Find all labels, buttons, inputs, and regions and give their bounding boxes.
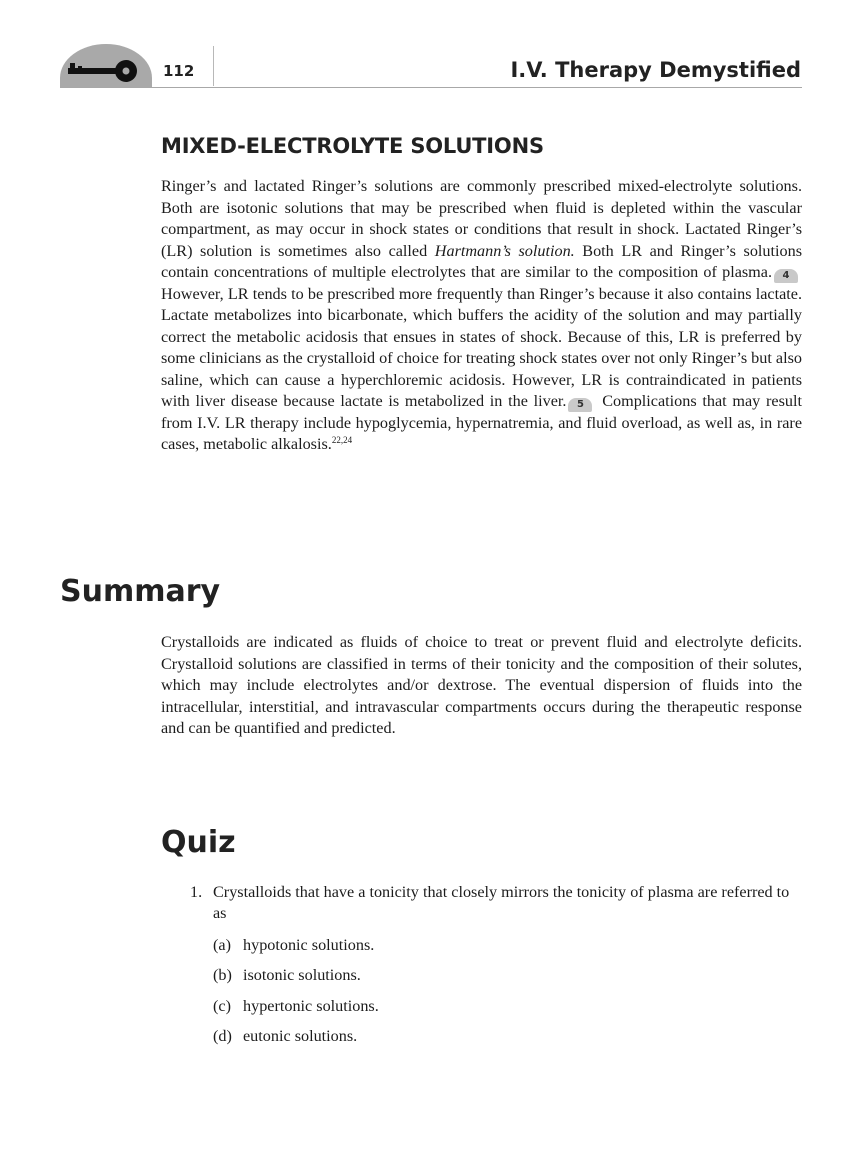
note-marker-badge: 4 xyxy=(774,269,798,283)
quiz-option xyxy=(213,965,361,986)
summary-heading: Summary xyxy=(60,574,221,609)
option-label: (d) xyxy=(213,1027,232,1045)
paragraph-text: Both LR and Ringer’s solutions contain concentrations of multiple electrolytes that are similar to the composition of plasma. xyxy=(161,241,802,281)
option-label: (b) xyxy=(213,966,232,984)
page-number: 112 xyxy=(163,62,195,80)
option-label: (a) xyxy=(213,936,231,954)
option-text: isotonic solutions. xyxy=(243,966,361,984)
quiz-question xyxy=(190,882,802,924)
question-text: Crystalloids that have a tonicity that closely mirrors the tonicity of plasma are referred to as xyxy=(213,883,790,922)
book-title: I.V. Therapy Demystified xyxy=(510,58,801,82)
header-rule xyxy=(60,87,802,88)
reference-superscript: 22,24 xyxy=(331,435,353,445)
section-heading: MIXED-ELECTROLYTE SOLUTIONS xyxy=(161,134,544,158)
paragraph-text: Complications that may result from I.V. LR therapy include hypoglycemia, hypernatremia, and fluid overload, as well as, in rare cases, metabolic alkalosis. xyxy=(161,392,802,453)
question-number: 1. xyxy=(190,883,203,901)
quiz-option xyxy=(213,1026,357,1047)
summary-paragraph: Crystalloids are indicated as fluids of choice to treat or prevent fluid and electrolyte deficits. Crystalloid solutions are classified in terms of their tonicity and the composition of their solutes, which may include electrolytes and/or dextrose. The eventual dispersion of fluids into the intracellular, interstitial, and intravascular compartments occurs during the therapeutic response and can be quantified and predicted. xyxy=(161,633,802,737)
quiz-option xyxy=(213,996,379,1017)
key-icon xyxy=(60,44,152,88)
body-paragraph xyxy=(161,176,802,456)
quiz-option xyxy=(213,935,374,956)
header-divider xyxy=(213,46,214,86)
option-text: eutonic solutions. xyxy=(243,1027,358,1045)
option-text: hypertonic solutions. xyxy=(243,997,379,1015)
note-marker-badge: 5 xyxy=(568,398,592,412)
option-label: (c) xyxy=(213,997,231,1015)
quiz-heading: Quiz xyxy=(161,825,236,860)
option-text: hypotonic solutions. xyxy=(243,936,375,954)
italic-term: Hartmann’s solution. xyxy=(434,241,575,260)
paragraph-text: Ringer’s and lactated Ringer’s solutions are commonly prescribed mixed-electrolyte solutions. Both are isotonic solutions that may be prescribed when fluid is depleted within the vascular compartment, as may occur in shock states or conditions that result in shock. Lactated Ringer’s (LR) solution is sometimes also called xyxy=(161,177,802,260)
paragraph-text: However, LR tends to be prescribed more frequently than Ringer’s because it also contains lactate. Lactate metabolizes into bicarbonate, which buffers the acidity of the solution and may partially correct the metabolic acidosis that ensues in states of shock. Because of this, LR is preferred by some clinicians as the crystalloid of choice for treating shock states over not only Ringer’s but also saline, which can cause a hyperchloremic acidosis. However, LR is contraindicated in patients with liver disease because lactate is metabolized in the liver. xyxy=(161,284,802,410)
